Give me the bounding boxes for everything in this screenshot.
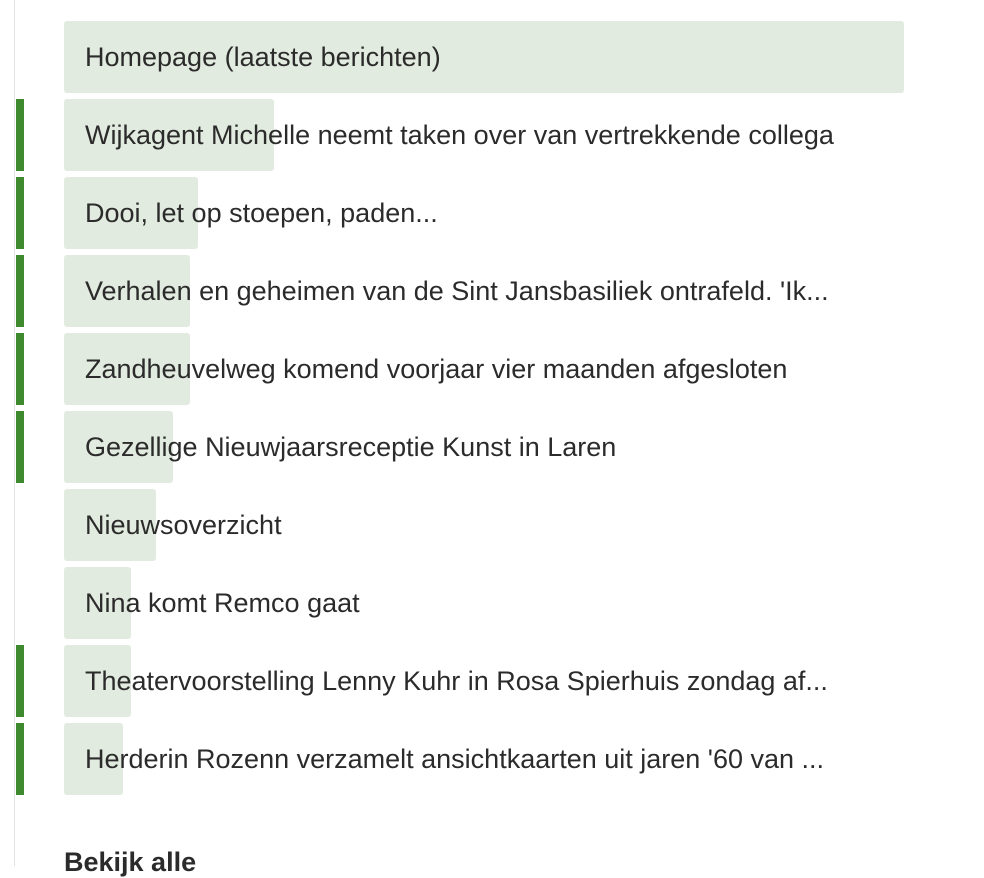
unread-marker	[16, 333, 24, 405]
list-item[interactable]	[0, 333, 984, 405]
list-item[interactable]	[0, 645, 984, 717]
unread-marker	[16, 723, 24, 795]
article-link[interactable]: Nina komt Remco gaat	[85, 588, 360, 618]
article-link[interactable]: Theatervoorstelling Lenny Kuhr in Rosa Spierhuis zondag af...	[85, 666, 828, 696]
list-item[interactable]	[0, 99, 984, 171]
article-link[interactable]: Wijkagent Michelle neemt taken over van vertrekkende collega	[85, 120, 834, 150]
article-link[interactable]: Dooi, let op stoepen, paden...	[85, 198, 438, 228]
unread-marker	[16, 645, 24, 717]
unread-marker	[16, 411, 24, 483]
unread-marker	[16, 177, 24, 249]
article-nav-list	[0, 21, 984, 801]
list-item[interactable]	[0, 489, 984, 561]
article-link[interactable]: Gezellige Nieuwjaarsreceptie Kunst in Laren	[85, 432, 617, 462]
list-item[interactable]	[0, 567, 984, 639]
unread-marker	[16, 99, 24, 171]
article-link[interactable]: Homepage (laatste berichten)	[85, 42, 441, 72]
article-link[interactable]: Herderin Rozenn verzamelt ansichtkaarten uit jaren '60 van ...	[85, 744, 825, 774]
view-all-link[interactable]: Bekijk alle	[64, 847, 197, 877]
article-link[interactable]: Verhalen en geheimen van de Sint Jansbasiliek ontrafeld. 'Ik...	[85, 276, 829, 306]
list-item[interactable]	[0, 177, 984, 249]
article-link[interactable]: Zandheuvelweg komend voorjaar vier maanden afgesloten	[85, 354, 788, 384]
list-item[interactable]	[0, 723, 984, 795]
list-item[interactable]	[0, 21, 984, 93]
unread-marker	[16, 255, 24, 327]
list-item[interactable]	[0, 411, 984, 483]
list-item[interactable]	[0, 255, 984, 327]
article-link[interactable]: Nieuwsoverzicht	[85, 510, 282, 540]
